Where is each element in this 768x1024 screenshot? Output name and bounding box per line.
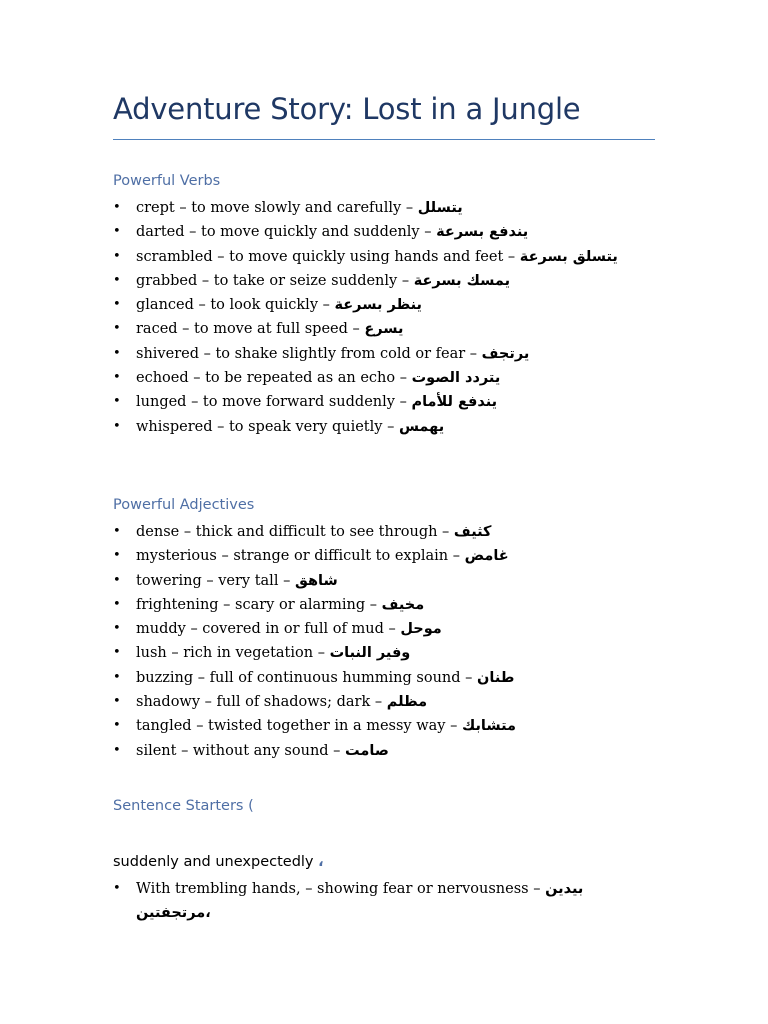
item-text: grabbed – to take or seize suddenly – (136, 272, 414, 289)
item-text: mysterious – strange or difficult to explain – (136, 548, 465, 565)
item-arabic: يندفع للأمام (411, 394, 498, 411)
list-item (113, 220, 653, 244)
bullet-icon: • (113, 200, 121, 215)
item-text: echoed – to be repeated as an echo – (136, 370, 412, 387)
item-arabic: يتسلق بسرعة (519, 248, 618, 265)
list-item (113, 366, 653, 390)
bullet-icon: • (113, 645, 121, 661)
list-item (113, 690, 653, 714)
verbs-list (113, 196, 653, 439)
adjectives-heading: Powerful Adjectives (113, 497, 255, 513)
item-text: silent – without any sound – (136, 742, 346, 759)
item-text: lunged – to move forward suddenly – (136, 394, 412, 411)
item-arabic: يرتجف (481, 345, 530, 362)
item-arabic: وفير النبات (329, 645, 411, 662)
item-arabic: كثيف (453, 524, 492, 540)
starter-line (113, 854, 324, 870)
starter-line-arabic: ، (318, 854, 324, 870)
bullet-icon: • (113, 596, 121, 612)
item-text: whispered – to speak very quietly – (136, 418, 399, 435)
bullet-icon: • (113, 297, 121, 313)
list-item (113, 317, 653, 341)
item-text: shadowy – full of shadows; dark – (136, 694, 387, 711)
bullet-icon: • (113, 669, 121, 685)
item-arabic: ينظر بسرعة (334, 297, 422, 314)
bullet-icon: • (113, 224, 121, 240)
bullet-icon: • (113, 272, 121, 288)
item-text: glanced – to look quickly – (136, 297, 335, 314)
item-arabic: مخيف (381, 596, 425, 613)
starters-heading: Sentence Starters ( (113, 798, 254, 814)
item-text: muddy – covered in or full of mud – (136, 621, 401, 638)
item-text: dense – thick and difficult to see through – (136, 524, 454, 540)
list-item (113, 593, 653, 617)
item-arabic: مظلم (386, 694, 428, 711)
adjectives-list (113, 520, 653, 763)
list-item (113, 245, 646, 269)
bullet-icon: • (113, 394, 121, 410)
item-arabic: يهمس (398, 418, 445, 435)
item-arabic: موحل (400, 621, 442, 638)
bullet-icon: • (113, 345, 121, 361)
item-text: frightening – scary or alarming – (136, 596, 382, 613)
list-item (113, 415, 653, 439)
bullet-icon: • (113, 572, 121, 588)
verbs-heading: Powerful Verbs (113, 173, 221, 189)
list-item (113, 569, 653, 593)
page-title: Adventure Story: Lost in a Jungle (113, 92, 581, 126)
list-item (113, 390, 653, 414)
bullet-icon: • (113, 370, 121, 386)
item-arabic: يتردد الصوت (411, 370, 501, 387)
list-item (113, 739, 653, 763)
starter-line-text: suddenly and unexpectedly (113, 854, 314, 870)
item-text: With trembling hands, – showing fear or nervousness – (136, 881, 546, 897)
item-arabic: شاهق (294, 572, 338, 589)
bullet-icon: • (113, 742, 121, 758)
list-item (113, 196, 653, 220)
list-item (113, 714, 653, 738)
bullet-icon: • (113, 718, 121, 734)
item-text: shivered – to shake slightly from cold or fear – (136, 345, 482, 362)
item-text: buzzing – full of continuous humming sound – (136, 669, 478, 686)
item-arabic: طنان (477, 669, 515, 686)
item-arabic: يمسك بسرعة (413, 272, 511, 289)
item-arabic: غامض (464, 548, 509, 565)
item-text: scrambled – to move quickly using hands and feet – (136, 248, 520, 265)
bullet-icon: • (113, 248, 121, 264)
list-item (113, 877, 646, 926)
item-text: towering – very tall – (136, 572, 295, 589)
bullet-icon: • (113, 418, 121, 434)
bullet-icon: • (113, 621, 121, 637)
starters-list (113, 877, 653, 926)
item-text: raced – to move at full speed – (136, 321, 365, 338)
item-arabic: يتسلل (417, 200, 463, 216)
item-text: darted – to move quickly and suddenly – (136, 224, 437, 241)
list-item (113, 617, 653, 641)
list-item (113, 293, 653, 317)
item-arabic: يندفع بسرعة (436, 224, 529, 241)
list-item (113, 641, 653, 665)
item-arabic: صامت (345, 742, 389, 759)
title-underline (113, 139, 655, 140)
list-item (113, 544, 653, 568)
list-item (113, 342, 653, 366)
bullet-icon: • (113, 548, 121, 564)
list-item (113, 269, 653, 293)
item-arabic: بيدين مرتجفتين، (136, 881, 584, 922)
bullet-icon: • (113, 881, 121, 896)
bullet-icon: • (113, 694, 121, 710)
item-arabic: يسرع (364, 321, 404, 338)
item-text: tangled – twisted together in a messy way – (136, 718, 462, 735)
item-text: crept – to move slowly and carefully – (136, 200, 418, 216)
item-arabic: متشابك (461, 718, 516, 735)
list-item (113, 520, 653, 544)
bullet-icon: • (113, 321, 121, 337)
list-item (113, 666, 653, 690)
bullet-icon: • (113, 524, 121, 539)
item-text: lush – rich in vegetation – (136, 645, 330, 662)
